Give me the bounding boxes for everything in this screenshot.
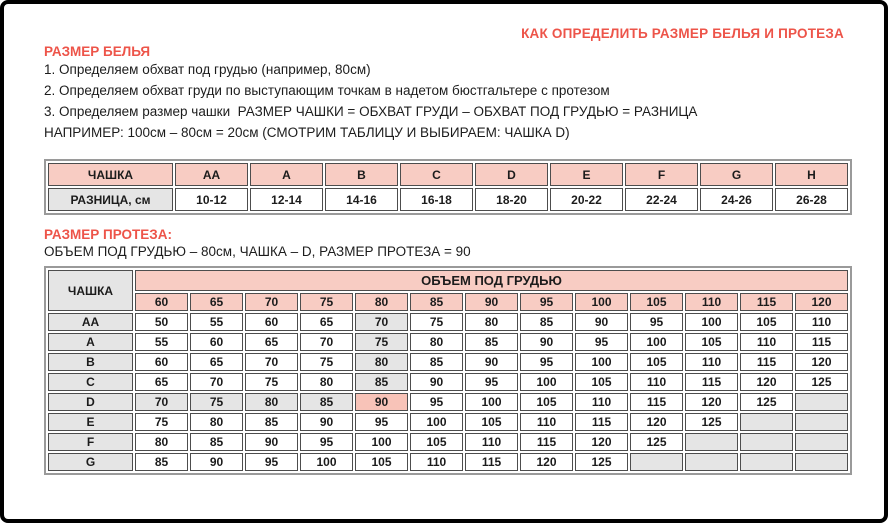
difference-row	[48, 188, 848, 211]
size-cell: 90	[190, 453, 243, 471]
highlighted-row-cell: 75	[190, 393, 243, 411]
underbust-column-header: 100	[575, 293, 628, 311]
size-cell: 125	[740, 393, 793, 411]
size-cell: 65	[300, 313, 353, 331]
difference-cell: 24-26	[700, 188, 773, 211]
size-cell: 80	[465, 313, 518, 331]
cup-header-cell: H	[775, 163, 848, 186]
size-table-span-header-row	[48, 270, 848, 291]
size-cell: 90	[575, 313, 628, 331]
cup-difference-table	[44, 159, 852, 215]
size-cell: 90	[465, 353, 518, 371]
size-cell: 100	[575, 353, 628, 371]
size-cell: 105	[630, 353, 683, 371]
prosthesis-size-table-body	[48, 270, 848, 471]
size-cell: 115	[795, 333, 848, 351]
difference-cell: 18-20	[475, 188, 548, 211]
size-row-label: F	[48, 433, 133, 451]
size-cell: 95	[355, 413, 408, 431]
size-cell: 115	[520, 433, 573, 451]
size-cell: 85	[410, 353, 463, 371]
highlighted-column-cell: 70	[355, 313, 408, 331]
size-cell: 95	[410, 393, 463, 411]
size-cell: 80	[300, 373, 353, 391]
instruction-step-3: 3. Определяем размер чашки РАЗМЕР ЧАШКИ = ОБХВАТ ГРУДИ – ОБХВАТ ПОД ГРУДЬЮ = РАЗНИЦА	[44, 104, 698, 119]
difference-cell: 16-18	[400, 188, 473, 211]
size-cell: 115	[685, 373, 738, 391]
size-cell: 90	[520, 333, 573, 351]
empty-cell	[740, 453, 793, 471]
size-table-corner-label: ЧАШКА	[48, 270, 133, 311]
size-table-columns-row	[48, 293, 848, 311]
size-cell: 85	[465, 333, 518, 351]
size-cell: 85	[190, 433, 243, 451]
difference-cell: 14-16	[325, 188, 398, 211]
prosthesis-example-line: ОБЪЕМ ПОД ГРУДЬЮ – 80см, ЧАШКА – D, РАЗМЕР ПРОТЕЗА = 90	[44, 244, 471, 259]
underbust-column-header: 70	[245, 293, 298, 311]
size-cell: 125	[575, 453, 628, 471]
highlighted-row-cell: 80	[245, 393, 298, 411]
size-cell: 50	[135, 313, 188, 331]
empty-cell	[740, 413, 793, 431]
size-row-label: E	[48, 413, 133, 431]
empty-cell	[685, 433, 738, 451]
size-cell: 55	[135, 333, 188, 351]
underbust-column-header: 95	[520, 293, 573, 311]
size-table-row-AA	[48, 313, 848, 331]
size-cell: 120	[630, 413, 683, 431]
size-cell: 70	[190, 373, 243, 391]
underbust-column-header: 65	[190, 293, 243, 311]
size-cell: 100	[410, 413, 463, 431]
instruction-step-1: 1. Определяем обхват под грудью (например, 80см)	[44, 62, 371, 77]
size-cell: 120	[685, 393, 738, 411]
size-cell: 105	[740, 313, 793, 331]
difference-cell: 22-24	[625, 188, 698, 211]
size-cell: 115	[740, 353, 793, 371]
size-cell: 100	[465, 393, 518, 411]
size-table-row-G	[48, 453, 848, 471]
cup-header-cell: B	[325, 163, 398, 186]
size-cell: 125	[795, 373, 848, 391]
size-row-label: C	[48, 373, 133, 391]
underbust-column-header: 90	[465, 293, 518, 311]
instruction-example: НАПРИМЕР: 100см – 80см = 20см (СМОТРИМ ТАБЛИЦУ И ВЫБИРАЕМ: ЧАШКА D)	[44, 125, 570, 140]
size-cell: 120	[520, 453, 573, 471]
size-cell: 95	[520, 353, 573, 371]
size-cell: 105	[355, 453, 408, 471]
size-row-label: G	[48, 453, 133, 471]
size-cell: 90	[300, 413, 353, 431]
size-cell: 110	[740, 333, 793, 351]
size-cell: 75	[410, 313, 463, 331]
highlighted-column-cell: 85	[355, 373, 408, 391]
size-cell: 95	[245, 453, 298, 471]
size-cell: 125	[630, 433, 683, 451]
size-cell: 110	[575, 393, 628, 411]
size-cell: 100	[685, 313, 738, 331]
size-table-row-C	[48, 373, 848, 391]
size-cell: 125	[685, 413, 738, 431]
cup-row-label: ЧАШКА	[48, 163, 173, 186]
highlighted-column-cell: 75	[355, 333, 408, 351]
size-cell: 110	[410, 453, 463, 471]
size-cell: 65	[190, 353, 243, 371]
size-cell: 70	[245, 353, 298, 371]
underbust-column-header: 120	[795, 293, 848, 311]
underbust-span-header: ОБЪЕМ ПОД ГРУДЬЮ	[135, 270, 848, 291]
prosthesis-size-heading: РАЗМЕР ПРОТЕЗА:	[44, 227, 173, 242]
difference-cell: 12-14	[250, 188, 323, 211]
size-cell: 115	[575, 413, 628, 431]
size-cell: 95	[300, 433, 353, 451]
size-cell: 100	[355, 433, 408, 451]
cup-header-cell: E	[550, 163, 623, 186]
highlighted-column-cell: 80	[355, 353, 408, 371]
empty-cell	[795, 453, 848, 471]
size-cell: 65	[135, 373, 188, 391]
instructions	[44, 59, 844, 143]
size-cell: 80	[135, 433, 188, 451]
empty-cell	[795, 433, 848, 451]
size-cell: 85	[520, 313, 573, 331]
size-cell: 90	[410, 373, 463, 391]
cup-header-cell: C	[400, 163, 473, 186]
size-cell: 120	[795, 353, 848, 371]
underbust-column-header: 105	[630, 293, 683, 311]
size-cell: 110	[465, 433, 518, 451]
size-table-row-A	[48, 333, 848, 351]
difference-row-label: РАЗНИЦА, см	[48, 188, 173, 211]
underbust-column-header: 110	[685, 293, 738, 311]
size-cell: 55	[190, 313, 243, 331]
size-cell: 95	[465, 373, 518, 391]
difference-cell: 20-22	[550, 188, 623, 211]
size-cell: 65	[245, 333, 298, 351]
size-cell: 110	[520, 413, 573, 431]
size-table-row-D	[48, 393, 848, 411]
size-cell: 95	[575, 333, 628, 351]
size-cell: 60	[190, 333, 243, 351]
size-row-label: B	[48, 353, 133, 371]
difference-cell: 26-28	[775, 188, 848, 211]
size-cell: 80	[190, 413, 243, 431]
underbust-column-header: 85	[410, 293, 463, 311]
size-cell: 105	[465, 413, 518, 431]
size-cell: 75	[300, 353, 353, 371]
size-cell: 100	[520, 373, 573, 391]
empty-cell	[685, 453, 738, 471]
size-cell: 100	[630, 333, 683, 351]
empty-cell	[630, 453, 683, 471]
size-cell: 60	[135, 353, 188, 371]
size-cell: 120	[740, 373, 793, 391]
linen-size-heading: РАЗМЕР БЕЛЬЯ	[44, 44, 151, 59]
page-title: КАК ОПРЕДЕЛИТЬ РАЗМЕР БЕЛЬЯ И ПРОТЕЗА	[521, 26, 844, 41]
size-cell: 110	[685, 353, 738, 371]
size-cell: 85	[135, 453, 188, 471]
highlighted-row-cell: 70	[135, 393, 188, 411]
cup-header-cell: D	[475, 163, 548, 186]
size-cell: 105	[575, 373, 628, 391]
size-table-row-E	[48, 413, 848, 431]
size-table-row-F	[48, 433, 848, 451]
cup-header-cell: G	[700, 163, 773, 186]
empty-cell	[795, 393, 848, 411]
cup-difference-table-body	[48, 163, 848, 211]
size-cell: 80	[410, 333, 463, 351]
size-cell: 85	[245, 413, 298, 431]
size-cell: 75	[135, 413, 188, 431]
size-cell: 60	[245, 313, 298, 331]
empty-cell	[740, 433, 793, 451]
size-table-row-B	[48, 353, 848, 371]
size-cell: 105	[685, 333, 738, 351]
instruction-step-2: 2. Определяем обхват груди по выступающим точкам в надетом бюстгальтере с протезом	[44, 83, 610, 98]
cup-header-row	[48, 163, 848, 186]
example-result-cell: 90	[355, 393, 408, 411]
size-cell: 100	[300, 453, 353, 471]
difference-cell: 10-12	[175, 188, 248, 211]
cup-header-cell: A	[250, 163, 323, 186]
size-cell: 75	[245, 373, 298, 391]
size-cell: 120	[575, 433, 628, 451]
size-row-label: AA	[48, 313, 133, 331]
size-cell: 70	[300, 333, 353, 351]
empty-cell	[795, 413, 848, 431]
underbust-column-header: 75	[300, 293, 353, 311]
size-cell: 95	[630, 313, 683, 331]
size-cell: 110	[630, 373, 683, 391]
size-cell: 105	[520, 393, 573, 411]
size-cell: 90	[245, 433, 298, 451]
size-cell: 110	[795, 313, 848, 331]
cup-header-cell: F	[625, 163, 698, 186]
size-cell: 115	[630, 393, 683, 411]
underbust-column-header: 60	[135, 293, 188, 311]
size-row-label: A	[48, 333, 133, 351]
highlighted-row-cell: 85	[300, 393, 353, 411]
size-cell: 105	[410, 433, 463, 451]
underbust-column-header: 115	[740, 293, 793, 311]
underbust-column-header: 80	[355, 293, 408, 311]
prosthesis-size-table	[44, 266, 852, 475]
cup-header-cell: AA	[175, 163, 248, 186]
size-cell: 115	[465, 453, 518, 471]
size-row-label: D	[48, 393, 133, 411]
